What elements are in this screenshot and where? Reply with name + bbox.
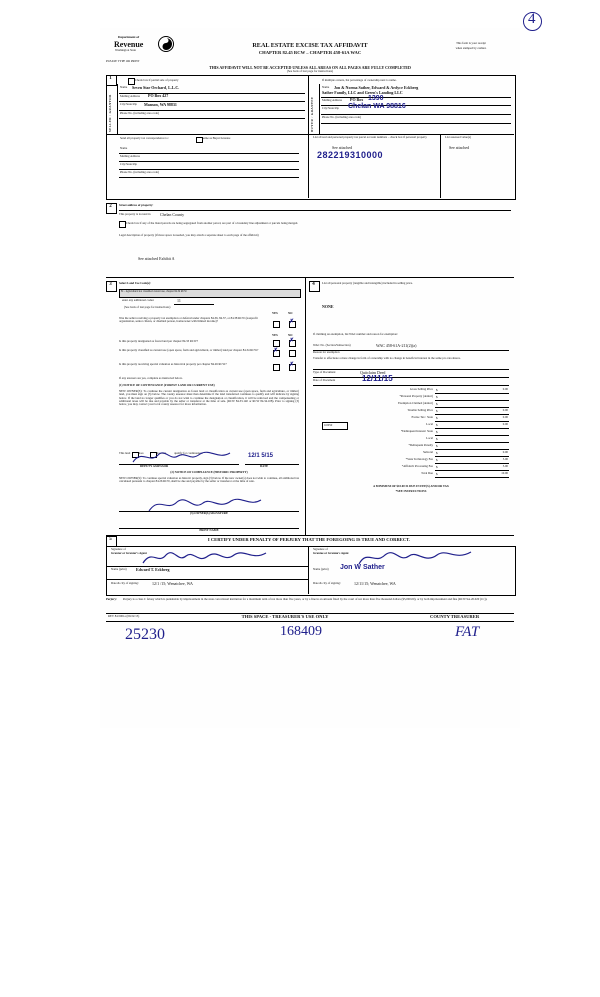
calc-symbol-10: $: [436, 458, 438, 462]
agency-state: Washington State: [115, 48, 137, 52]
exemption-claim-label: If claiming an exemption, list WAC number and reason for exemption:: [313, 332, 398, 336]
calc-label-12: Total Due: [421, 471, 433, 475]
calc-value-0: 0.00: [502, 387, 508, 391]
deputy-date-rule: [245, 464, 299, 465]
agency-dept-label: Department of: [118, 35, 140, 39]
calc-rule-7: [435, 442, 509, 443]
form-title: REAL ESTATE EXCISE TAX AFFIDAVIT: [252, 42, 368, 49]
calc-value-10: 5.00: [502, 457, 508, 461]
section3-number: 3: [109, 282, 112, 287]
seller-phone-rule: [119, 118, 305, 119]
land-use-code-value: 81 - Agricultural not classified current use, chapter 84.34 RCW: [121, 290, 187, 293]
this-land-label: This land: [119, 451, 131, 455]
notice-compliance-body: NEW OWNER(S): To continue special valuation as historic property, sign (3) below. If the new owner(s) does not wish to continue, all additional tax calculated pursuant to chapter 84.26 RCW, shall be due and payable by the seller or transferor at the time of sale.: [119, 476, 299, 484]
grantor-name-value: Edward T. Eckberg: [136, 566, 170, 572]
seller-name-rule: [119, 93, 305, 94]
grantee-signature-label-2: Grantee or Grantee's Agent: [313, 551, 349, 555]
calc-value-4: 0.00: [502, 415, 508, 419]
document-date-label: Date of Document: [313, 378, 336, 382]
segregation-label: Check box if any of the listed parcels are being segregated from another parcel, are part of a boundary line adjustment or parcels being merged.: [126, 220, 299, 225]
multiple-owners-label: If multiple owners, list percentage of ownership next to name.: [322, 78, 397, 82]
calc-label-4: Excise Tax : State: [411, 415, 433, 419]
page-number: 4: [528, 11, 536, 27]
buyer-tab-divider: [319, 84, 320, 134]
section1-parcel-divider: [440, 134, 441, 198]
parcel-list-header: List all real and personal property tax parcel account numbers – check box if personal property: [313, 135, 427, 139]
county-value: Chelan County: [160, 211, 185, 217]
buyer-name-value: Jon & Norma Sather, Edward & Ardyce Eckberg: [334, 84, 419, 90]
document-type-label: Type of Document: [313, 370, 336, 374]
calc-symbol-11: $: [436, 465, 438, 469]
document-date-rule: [313, 385, 509, 386]
deputy-date-label: DATE: [260, 464, 269, 468]
additional-codes-value: 11: [177, 297, 181, 303]
certify-statement: I CERTIFY UNDER PENALTY OF PERJURY THAT THE FOREGOING IS TRUE AND CORRECT.: [207, 537, 411, 542]
qualify-label: qualify for continuance.: [174, 451, 203, 455]
wac-number-label: WAC No. (Section/Subsection): [313, 343, 351, 347]
no-header-1: NO: [288, 311, 293, 315]
perjury-label: Perjury:: [106, 597, 117, 601]
receipt-note-1: This form is your receipt: [456, 41, 486, 45]
corr-name-label: Name: [120, 146, 128, 150]
historic-yes-checkbox[interactable]: [273, 364, 280, 371]
type-or-print-label: PLEASE TYPE OR PRINT: [106, 59, 140, 63]
buyer-mailing-label: Mailing Address: [322, 97, 342, 102]
corr-phone-label: Phone No. (including area code): [120, 170, 159, 174]
calc-symbol-5: $: [436, 423, 438, 427]
local-rate-value: 0.0050: [324, 422, 333, 427]
current-use-yes-mark: ✗: [273, 348, 279, 354]
buyer-name-value-2: Sather Family, LLC and Green's Landing LLC: [322, 90, 403, 95]
calc-symbol-7: $: [436, 437, 438, 441]
grantor-signature-label-2: Grantor or Grantor's Agent: [111, 551, 147, 555]
stamp-mid-number: 168409: [280, 624, 322, 639]
assessed-see-attached: See attached: [449, 145, 470, 150]
calc-value-5: 0.00: [502, 422, 508, 426]
owner-signature-label: (3) OWNER(S) SIGNATURE: [190, 511, 228, 515]
calc-rule-2: [435, 407, 509, 408]
document-type-rule: [313, 377, 509, 378]
calc-rule-5: [435, 428, 509, 429]
reason-exemption-value: Transfer to effectuate a mere change in form of ownership with no change in beneficial interest in the same pro rata shares.: [313, 356, 461, 360]
section1-number: 1: [109, 76, 112, 81]
calc-rule-10: [435, 463, 509, 464]
buyer-phone-rule: [321, 123, 511, 124]
legal-description-value: See attached Exhibit A: [138, 256, 175, 261]
segregation-checkbox[interactable]: [119, 221, 126, 228]
calc-symbol-1: $: [436, 395, 438, 399]
stamp-initials: FAT: [455, 624, 480, 640]
print-name-label: PRINT NAME: [199, 528, 219, 532]
corr-phone-rule: [119, 177, 299, 178]
seller-name-value: Seven Star Orchard, L.L.C.: [132, 84, 180, 90]
grantor-signature: [140, 547, 270, 567]
land-use-see-back: (See back of last page for instructions): [124, 305, 171, 309]
affidavit-warning: THIS AFFIDAVIT WILL NOT BE ACCEPTED UNLESS ALL AREAS ON ALL PAGES ARE FULLY COMPLETED: [209, 65, 411, 70]
section2-number: 2: [109, 204, 112, 209]
current-use-question: Is this property classified as current use (open space, farm and agricultural, or timber) land per chapter 84.34 RCW?: [119, 348, 259, 352]
seller-mailing-value: PO Box 427: [148, 93, 169, 98]
seller-mailing-label: Mailing Address: [120, 93, 140, 98]
calc-rule-3: [435, 414, 509, 415]
buyer-grantee-label: BUYER / GRANTEE: [310, 96, 314, 132]
located-in-label: This property is located in: [119, 212, 151, 216]
historic-no-mark: ✗: [289, 362, 295, 368]
calc-label-7: Local: [426, 436, 433, 440]
form-subtitle: CHAPTER 82.45 RCW – CHAPTER 458-61A WAC: [258, 50, 362, 55]
additional-codes-label: enter any additional codes:: [122, 298, 155, 302]
corr-mailing-rule: [119, 161, 299, 162]
calc-symbol-0: $: [436, 388, 438, 392]
parcel-number-handwritten: 282219310000: [317, 150, 384, 160]
county-treasurer-label: COUNTY TREASURER: [430, 614, 480, 619]
calc-symbol-8: $: [436, 444, 438, 448]
section4-number: 4: [312, 282, 315, 287]
yes-header-2: YES: [272, 333, 278, 337]
forest-no-mark: ✗: [289, 338, 295, 344]
buyer-city-handwritten: Chelan WA 98816: [348, 103, 406, 110]
owner-signature: [145, 494, 265, 514]
current-use-no-checkbox[interactable]: [289, 350, 296, 357]
wac-number-value: WAC 458-61A-211(2)(a): [376, 342, 417, 348]
agency-name: Revenue: [114, 40, 144, 49]
additional-codes-rule: [174, 304, 214, 305]
calc-label-1: *Personal Property (deduct): [399, 394, 433, 398]
deputy-assessor-date: 12/1 5/15: [248, 453, 274, 459]
calc-value-12: 10.00: [501, 471, 508, 475]
calc-rule-9: [435, 456, 509, 457]
grantor-date-divider: [106, 579, 309, 580]
footer-bottom-rule: [106, 621, 514, 622]
corr-city-label: City/State/Zip: [120, 162, 137, 166]
no-header-2: NO: [288, 333, 293, 337]
grantor-name-label: Name (print): [111, 567, 127, 571]
grantee-signature-label-1: Signature of: [313, 547, 328, 551]
seller-name-label: Name: [120, 85, 128, 89]
street-address-label: Street address of property:: [119, 203, 154, 207]
parcel-see-attached: See attached: [332, 145, 353, 150]
yes-header-1: YES: [272, 311, 278, 315]
personal-property-none: NONE: [322, 304, 334, 309]
exemption-yes-checkbox[interactable]: [273, 321, 280, 328]
calc-label-5: Local: [426, 422, 433, 426]
if-any-yes-note: If any answers are yes, complete as instructed below.: [119, 376, 183, 380]
reason-exemption-label: Reason for exemption: [313, 350, 340, 354]
forest-land-question: Is this property designated as forest land per chapter 84.33 RCW?: [119, 339, 199, 343]
wac-number-rule: [313, 350, 509, 351]
minimum-due-note: A MINIMUM OF $10.00 IS DUE IN FEE(S) AND/OR TAX: [373, 484, 449, 488]
calc-label-3: Taxable Selling Price: [407, 408, 433, 412]
exemption-question: Was the seller receiving a property tax exemption or deferral under chapters 84.36, 84.37, or 84.38 RCW (nonprofit organization, senior citizen, or disabled person, homeowner with limited income)?: [119, 316, 258, 324]
calc-symbol-4: $: [436, 416, 438, 420]
section5-number: 5: [109, 537, 112, 542]
calc-label-8: *Delinquent Penalty: [408, 443, 433, 447]
calc-label-0: Gross Selling Price: [409, 387, 433, 391]
reason-rule: [313, 369, 509, 370]
calc-value-3: 0.00: [502, 408, 508, 412]
seller-city-value: Manson, WA 98831: [144, 101, 177, 107]
calc-rule-4: [435, 421, 509, 422]
section5-top-divider: [106, 535, 514, 536]
section34-divider: [305, 277, 306, 535]
buyer-mailing-handwritten: 1390: [368, 95, 384, 102]
grantor-signature-label-1: Signature of: [111, 547, 126, 551]
buyer-name-label: Name: [322, 85, 330, 89]
does-not-label: does not: [156, 451, 167, 455]
grantee-name-label: Name (print): [313, 567, 329, 571]
calc-symbol-3: $: [436, 409, 438, 413]
calc-symbol-2: $: [436, 402, 438, 406]
calc-rule-0: [435, 393, 509, 394]
grantor-date-label: Date & city of signing:: [111, 581, 139, 585]
historic-question: Is this property receiving special valuation as historical property per chapter 84.26 RCW?: [119, 362, 227, 366]
seller-phone-label: Phone No. (including area code): [120, 110, 159, 115]
revenue-logo-icon: [158, 36, 174, 52]
calc-rule-6: [435, 435, 509, 436]
calc-value-9: 0.00: [502, 450, 508, 454]
seller-city-label: City/State/Zip: [120, 102, 137, 106]
notice-continuance-body: NEW OWNER(S): To continue the current designation as forest land or classification as current use (open space, farm and agriculture, or timber) land, you must sign on (3) below. The county assessor must then determine if the land transferred continues to qualify and will indicate by signing below. If the land no longer qualifies or you do not wish to continue the designation or classification, it will be removed and the compensating or additional taxes will be due and payable by the seller or transferor at the time of sale. (RCW 84.33.140 or RCW 84.34.108). Prior to signing (3) below, you may contact your local county assessor for more information.: [119, 389, 299, 407]
correspondence-label: Send all property tax correspondence to:: [120, 136, 169, 140]
buyer-mailing-value: PO Box: [350, 97, 364, 102]
legal-description-label: Legal description of property (if more space is needed, you may attach a separate sheet to each page of the affidavit): [119, 233, 259, 237]
grantee-name-value: Jon W Sather: [340, 564, 385, 571]
document-type-value: Quitclaim Deed: [360, 369, 386, 375]
calc-label-9: Subtotal: [422, 450, 433, 454]
corr-name-rule: [119, 153, 299, 154]
partial-sale-checkbox[interactable]: [128, 78, 135, 85]
calc-label-10: *State Technology Fee: [405, 457, 433, 461]
calc-rule-12: [435, 477, 509, 478]
does-label: does: [138, 451, 144, 455]
stamp-left-number: 25230: [125, 626, 165, 643]
assessed-value-header: List assessed value(s): [445, 135, 471, 139]
deputy-assessor-label: DEPUTY ASSESSOR: [140, 464, 169, 468]
calc-value-11: 5.00: [502, 464, 508, 468]
calc-rule-8: [435, 449, 509, 450]
same-as-buyer-label: Same as Buyer/Grantee: [202, 136, 231, 140]
personal-property-title: List all personal property (tangible and intangible) included in selling price.: [322, 281, 413, 285]
calc-symbol-12: $: [436, 472, 438, 476]
receipt-note-2: when stamped by cashier.: [455, 46, 487, 50]
scanned-form: [100, 28, 520, 728]
calc-symbol-9: $: [436, 451, 438, 455]
calc-label-11: *Affidavit Processing Fee: [401, 464, 433, 468]
corr-mailing-label: Mailing Address: [120, 154, 140, 158]
notice-continuance-title: (1) NOTICE OF CONTINUANCE (FOREST LAND OR CURRENT USE): [119, 383, 215, 387]
exemption-no-mark: ✗: [289, 319, 295, 325]
section2-bottom-divider: [106, 277, 514, 278]
grantee-date-value: 12/11/15; Wenatchee, WA: [354, 580, 396, 586]
seller-tab-divider: [117, 84, 118, 134]
see-instructions-note: *SEE INSTRUCTIONS: [395, 489, 427, 493]
calc-label-2: Exemption Claimed (deduct): [398, 401, 433, 405]
grantor-date-value: 12/1 /15; Wenatchee, WA: [152, 580, 193, 586]
section1-divider-vertical: [308, 75, 309, 198]
see-back-note: (See back of last page for instructions): [286, 69, 334, 73]
buyer-phone-label: Phone No. (including area code): [322, 115, 361, 119]
calc-symbol-6: $: [436, 430, 438, 434]
land-use-title: Select Land Use Code(s):: [119, 281, 152, 285]
perjury-text: Perjury is a class C felony which is punishable by imprisonment in the state correctional institution for a maximum term of not more than five years, or by a fine in an amount fixed by the court of not more than five thousand dollars ($5,000.00), or by both imprisonment and fine (RCW 9A.20.020 (1C)).: [123, 597, 488, 601]
calc-rule-11: [435, 470, 509, 471]
document-date-value: 12/11/15: [362, 374, 393, 383]
grantee-date-label: Date & city of signing:: [313, 581, 341, 585]
seller-grantor-label: SELLER / GRANTOR: [108, 94, 112, 132]
partial-sale-label: Check box if partial sale of property: [135, 78, 179, 82]
calc-label-6: *Delinquent Interest: State: [400, 429, 433, 433]
notice-compliance-title: (2) NOTICE OF COMPLIANCE (HISTORIC PROPERTY): [170, 470, 248, 474]
rev-number: REV 84 0001a (09/22/15): [108, 614, 140, 618]
forest-yes-checkbox[interactable]: [273, 340, 280, 347]
buyer-city-label: City/State/Zip: [322, 106, 339, 110]
street-address-rule: [119, 210, 511, 211]
calc-rule-1: [435, 400, 509, 401]
deputy-assessor-signature: [130, 446, 240, 466]
treasurer-space-label: THIS SPACE - TREASURER'S USE ONLY: [241, 614, 329, 619]
